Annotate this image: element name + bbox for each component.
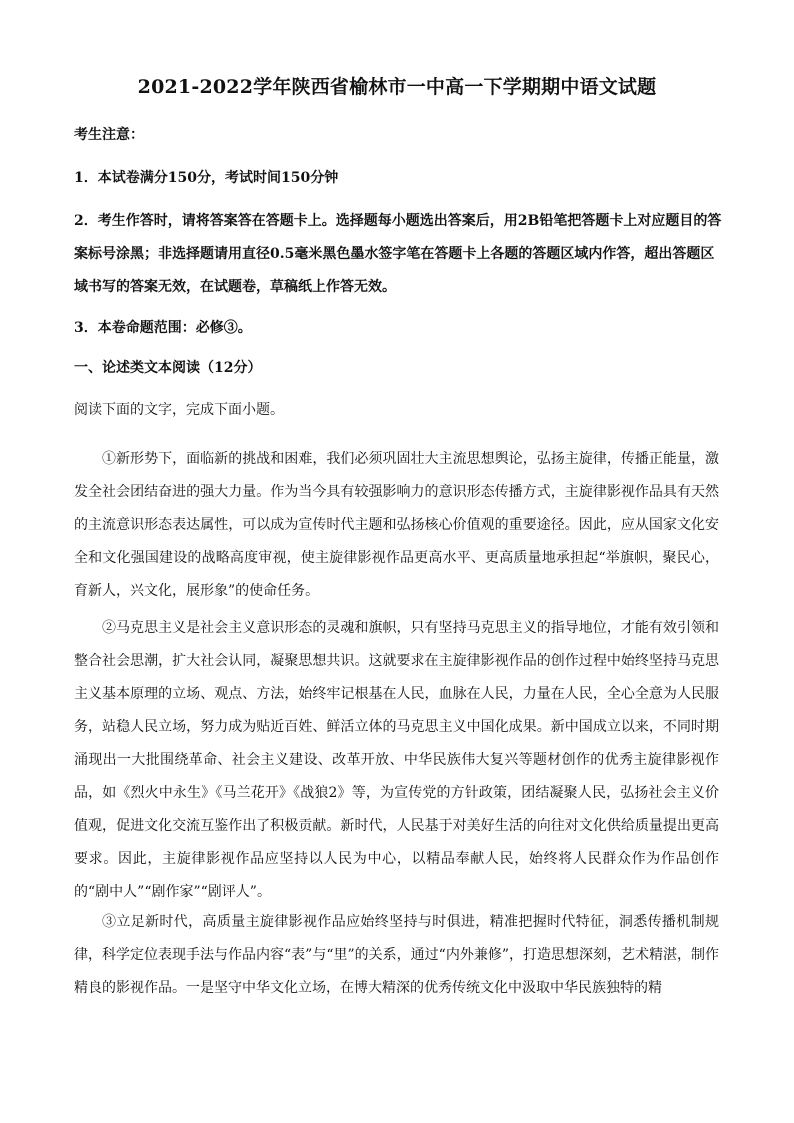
reading-instruction: 阅读下面的文字，完成下面小题。 — [74, 402, 284, 418]
notice-item-3: 3．本卷命题范围：必修③。 — [74, 320, 252, 336]
notice-item-1: 1．本试卷满分150分，考试时间150分钟 — [74, 170, 339, 186]
notice-heading: 考生注意： — [74, 127, 144, 143]
page-title: 2021-2022学年陕西省榆林市一中高一下学期期中语文试题 — [137, 76, 657, 98]
section-heading: 一、论述类文本阅读（12分） — [74, 360, 262, 376]
paragraph-3: ③立足新时代，高质量主旋律影视作品应始终坚持与时俱进，精准把握时代特征，洞悉传播机制规律，科学定位表现手法与作品内容“表”与“里”的关系，通过“内外兼修”，打造思想深刻，艺术精湛，制作精良的影视作品。一是坚守中华文化立场，在博大精深的优秀传统文化中汲取中华民族独特的精 — [74, 914, 719, 996]
notice-item-2: 2．考生作答时，请将答案答在答题卡上。选择题每小题选出答案后，用2B铅笔把答题卡上对应题目的答案标号涂黑；非选择题请用直径0.5毫米黑色墨水签字笔在答题卡上各题的答题区域内作答，超出答题区域书写的答案无效，在试题卷，草稿纸上作答无效。 — [74, 213, 722, 295]
paragraph-1: ①新形势下，面临新的挑战和困难，我们必须巩固壮大主流思想舆论，弘扬主旋律，传播正能量，激发全社会团结奋进的强大力量。作为当今具有较强影响力的意识形态传播方式，主旋律影视作品具有天然的主流意识形态表达属性，可以成为宣传时代主题和弘扬核心价值观的重要途径。因此，应从国家文化安全和文化强国建设的战略高度审视，使主旋律影视作品更高水平、更高质量地承担起“举旗帜，聚民心，育新人，兴文化，展形象”的使命任务。 — [74, 451, 719, 599]
paragraph-2: ②马克思主义是社会主义意识形态的灵魂和旗帜，只有坚持马克思主义的指导地位，才能有效引领和整合社会思潮，扩大社会认同，凝聚思想共识。这就要求在主旋律影视作品的创作过程中始终坚持马克思主义基本原理的立场、观点、方法，始终牢记根基在人民，血脉在人民，力量在人民，全心全意为人民服务，站稳人民立场，努力成为贴近百姓、鲜活立体的马克思主义中国化成果。新中国成立以来，不同时期涌现出一大批围绕革命、社会主义建设、改革开放、中华民族伟大复兴等题材创作的优秀主旋律影视作品，如《烈火中永生》《马兰花开》《战狼2》等，为宣传党的方针政策，团结凝聚人民，弘扬社会主义价值观，促进文化交流互鉴作出了积极贡献。新时代，人民基于对美好生活的向往对文化供给质量提出更高要求。因此，主旋律影视作品应坚持以人民为中心，以精品奉献人民，始终将人民群众作为作品创作的“剧中人”“剧作家”“剧评人”。 — [74, 620, 719, 900]
